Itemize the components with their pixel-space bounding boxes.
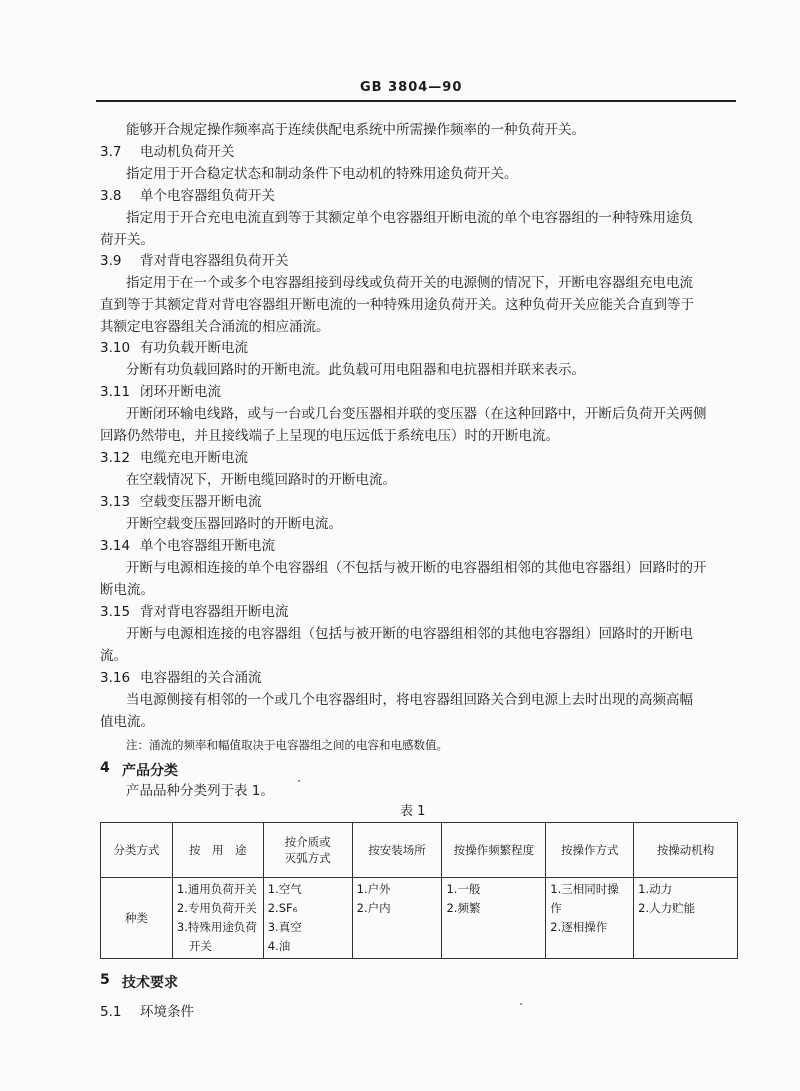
cell-line: 4.油 — [267, 939, 291, 953]
row-label-cell — [101, 878, 173, 959]
table-header-cell — [546, 823, 634, 878]
header-text: 按操动机构 — [656, 843, 715, 857]
table-caption: 表 1 — [400, 804, 426, 819]
paragraph: 值电流。 — [100, 714, 154, 730]
standard-code-header: GB 3804—90 — [360, 80, 463, 95]
classification-table — [100, 822, 738, 959]
clause-title: 背对背电容器组开断电流 — [140, 604, 289, 620]
clause-number: 3.12 — [100, 450, 131, 466]
cell-line: 3.真空 — [267, 920, 302, 934]
clause-number: 3.13 — [100, 494, 131, 510]
paragraph: 开断闭环输电线路，或与一台或几台变压器相并联的变压器（在这种回路中，开断后负荷开关两侧 — [126, 406, 707, 422]
clause-number: 3.9 — [100, 253, 122, 269]
cell-line: 2.人力贮能 — [638, 901, 696, 915]
clause-title: 电动机负荷开关 — [140, 144, 235, 160]
paragraph: 指定用于开合充电电流直到等于其额定单个电容器组开断电流的单个电容器组的一种特殊用途负 — [126, 210, 693, 226]
table-cell — [352, 878, 442, 959]
paragraph: 指定用于开合稳定状态和制动条件下电动机的特殊用途负荷开关。 — [126, 166, 518, 182]
clause-number: 3.7 — [100, 144, 122, 160]
cell-line: 2.SF₆ — [267, 901, 298, 915]
clause-title: 闭环开断电流 — [140, 384, 221, 400]
header-rule — [96, 100, 736, 102]
clause-number: 3.11 — [100, 384, 131, 400]
table-cell — [172, 878, 263, 959]
table-cell — [546, 878, 634, 959]
paragraph: 能够开合规定操作频率高于连续供配电系统中所需操作频率的一种负荷开关。 — [126, 122, 585, 138]
paragraph: 回路仍然带电，并且接线端子上呈现的电压远低于系统电压）时的开断电流。 — [100, 428, 559, 444]
clause-title: 背对背电容器组负荷开关 — [140, 253, 289, 269]
header-text: 按操作频繁程度 — [453, 843, 535, 857]
paragraph: 流。 — [100, 648, 127, 664]
paragraph: 开断与电源相连接的电容器组（包括与被开断的电容器组相邻的其他电容器组）回路时的开断电 — [126, 626, 693, 642]
paragraph: 分断有功负载回路时的开断电流。此负载可用电阻器和电抗器相并联来表示。 — [126, 362, 585, 378]
clause-title: 单个电容器组负荷开关 — [140, 188, 275, 204]
header-text: 按介质或 — [284, 835, 331, 849]
clause-title: 电缆充电开断电流 — [140, 450, 248, 466]
paragraph: 断电流。 — [100, 582, 154, 598]
paragraph: 开断与电源相连接的单个电容器组（不包括与被开断的电容器组相邻的其他电容器组）回路时的开 — [126, 560, 707, 576]
table-cell — [634, 878, 738, 959]
section-title: 产品分类 — [122, 763, 178, 779]
note: 注：涌流的频率和幅值取决于电容器组之间的电容和电感数值。 — [126, 738, 448, 752]
cell-line: 3.特殊用途负荷 — [176, 920, 257, 934]
paragraph: 当电源侧接有相邻的一个或几个电容器组时，将电容器组回路关合到电源上去时出现的高频高幅 — [126, 692, 693, 708]
paragraph: 开断空载变压器回路时的开断电流。 — [126, 516, 342, 532]
clause-number: 3.10 — [100, 340, 131, 356]
scan-speck — [520, 1003, 522, 1005]
table-cell — [263, 878, 352, 959]
clause-title: 环境条件 — [140, 1004, 194, 1020]
clause-number: 3.8 — [100, 188, 122, 204]
cell-line: 2.专用负荷开关 — [176, 901, 257, 915]
paragraph: 在空载情况下，开断电缆回路时的开断电流。 — [126, 472, 396, 488]
section-number: 4 — [100, 760, 110, 776]
clause-number: 5.1 — [100, 1004, 122, 1020]
cell-line: 1.空气 — [267, 882, 302, 896]
clause-title: 单个电容器组开断电流 — [140, 538, 275, 554]
clause-number: 3.14 — [100, 538, 131, 554]
table-header-cell — [101, 823, 173, 878]
header-text: 灭弧方式 — [284, 851, 331, 865]
header-text: 按安装场所 — [368, 843, 426, 857]
cell-line: 2.频繁 — [446, 901, 481, 915]
clause-title: 有功负载开断电流 — [140, 340, 248, 356]
header-text: 分类方式 — [113, 843, 160, 857]
cell-line: 1.户外 — [356, 882, 391, 896]
paragraph: 产品品种分类列于表 1。 — [126, 783, 274, 799]
paragraph: 直到等于其额定背对背电容器组开断电流的一种特殊用途负荷开关。这种负荷开关应能关合直到等于 — [100, 297, 694, 313]
scan-speck — [298, 780, 300, 782]
cell-line: 1.一般 — [446, 882, 481, 896]
section-title: 技术要求 — [122, 975, 178, 991]
table-header-row — [101, 823, 738, 878]
paragraph: 其额定电容器组关合涌流的相应涌流。 — [100, 319, 330, 335]
cell-line: 1.动力 — [638, 882, 673, 896]
cell-line: 1.三相同时操作 — [550, 882, 619, 915]
cell-line: 开关 — [188, 939, 212, 953]
paragraph: 指定用于在一个或多个电容器组接到母线或负荷开关的电源侧的情况下，开断电容器组充电电流 — [126, 275, 693, 291]
clause-title: 空载变压器开断电流 — [140, 494, 262, 510]
cell-line: 1.通用负荷开关 — [176, 882, 257, 896]
table-header-cell — [263, 823, 352, 878]
paragraph: 荷开关。 — [100, 232, 154, 248]
row-label: 种类 — [124, 910, 148, 925]
clause-title: 电容器组的关合涌流 — [140, 670, 262, 686]
header-text: 按 用 途 — [189, 843, 247, 857]
header-text: 按操作方式 — [560, 843, 619, 857]
table-cell — [442, 878, 546, 959]
table-header-cell — [352, 823, 442, 878]
clause-number: 3.15 — [100, 604, 131, 620]
table-header-cell — [172, 823, 263, 878]
clause-number: 3.16 — [100, 670, 131, 686]
cell-line: 2.户内 — [356, 901, 391, 915]
table-header-cell — [634, 823, 738, 878]
cell-line: 2.逐相操作 — [550, 920, 608, 934]
table-row — [101, 878, 738, 959]
table-header-cell — [442, 823, 546, 878]
section-number: 5 — [100, 972, 110, 988]
